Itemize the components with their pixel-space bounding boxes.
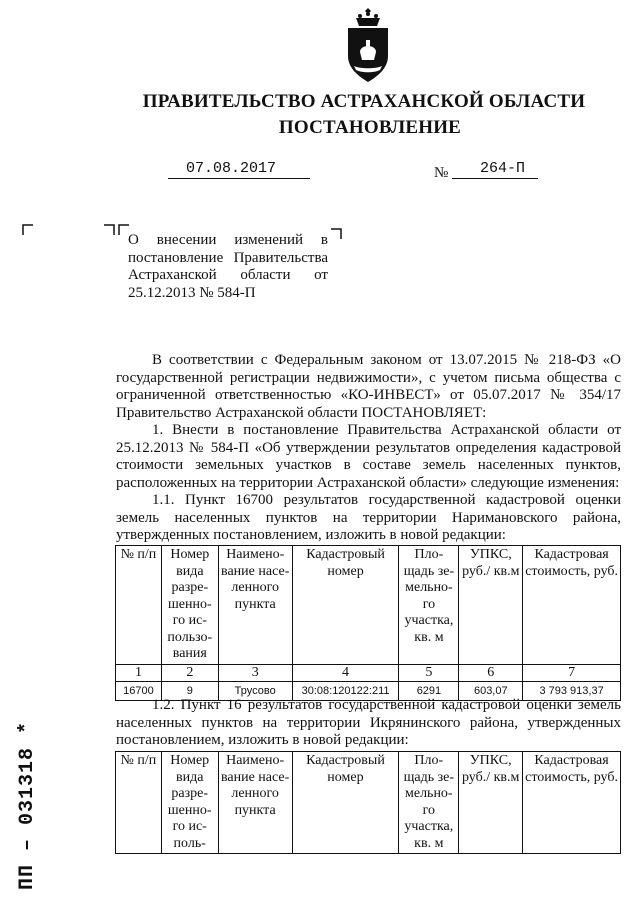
column-number-cell: 2 [161,664,218,681]
column-number-cell: 1 [116,664,162,681]
header-cell: Кадастровая стоимость, руб. [523,752,621,854]
number-underline [452,178,538,179]
corner-mark-subject-right [330,228,342,240]
header-cell: Кадастровый номер [292,546,399,665]
number-label: № [434,165,449,181]
table-cell: 9 [161,681,218,701]
table-cell: 6291 [399,681,459,701]
header-cell: Кадастровая стоимость, руб. [523,546,621,665]
document-number: 264-П [480,160,526,177]
corner-mark-left [22,224,34,236]
header-cell: Наимено-вание насе-ленного пункта [218,752,292,854]
item-1-paragraph: 1. Внести в постановление Правительства Астраханской области от 25.12.2013 № 584-П «Об утверждении результатов определения кадастровой стоимости земельных участков в составе земель населенных пунктов, расположенных на территории Астраханской области» следующие изменения: [116,422,621,491]
preamble-paragraph: В соответствии с Федеральным законом от 13.07.2015 № 218-ФЗ «О государственной регистрации недвижимости», с учетом письма общества с ограниченной ответственностью «КО-ИНВЕСТ» от 05.07.2017 № 354/17 Правительство Астраханской области ПОСТАНОВЛЯЕТ: [116,352,621,421]
header-cell: Номер вида разре-шенно-го ис-пользо-вания [161,546,218,665]
item-1-2-section [116,697,621,750]
header-cell: УПКС, руб./ кв.м [459,752,523,854]
date-underline [168,178,310,179]
item-1-1-paragraph: 1.1. Пункт 16700 результатов государственной кадастровой оценки земель населенных пунктов на территории Наримановского района, утвержденных постановлением, изложить в новой редакции: [116,492,621,543]
header-cell: Пло-щадь зе-мельно-го участка, кв. м [399,546,459,665]
document-date: 07.08.2017 [186,160,277,177]
table-cell: Трусово [218,681,292,701]
column-number-cell: 4 [292,664,399,681]
column-number-cell: 5 [399,664,459,681]
document-body [116,352,621,545]
header-cell: № п/п [116,752,162,854]
header-cell: Наимено-вание насе-ленного пункта [218,546,292,665]
column-number-cell: 7 [523,664,621,681]
registration-stamp [10,690,40,890]
column-number-cell: 6 [459,664,523,681]
header-cell: Кадастровый номер [292,752,399,854]
table-cell: 603,07 [459,681,523,701]
document-type: ПОСТАНОВЛЕНИЕ [278,117,462,138]
table-cell: 16700 [116,681,162,701]
header-cell: Пло-щадь зе-мельно-го участка, кв. м [399,752,459,854]
table-cell: 3 793 913,37 [523,681,621,701]
cadastral-table-2 [115,751,621,854]
coat-of-arms-icon [342,4,394,84]
item-1-2-paragraph: 1.2. Пункт 16 результатов государственной кадастровой оценки земель населенных пунктов на территории Икрянинского района, утвержденных постановлением, изложить в новой редакции: [116,697,621,748]
corner-mark-subject-left-outer [103,224,115,236]
table-header-row [116,752,621,854]
header-cell: № п/п [116,546,162,665]
table-cell: 30:08:120122:211 [292,681,399,701]
header-cell: УПКС, руб./ кв.м [459,546,523,665]
column-number-row [116,664,621,681]
cadastral-table-1 [115,545,621,701]
header-cell: Номер вида разре-шенно-го ис-поль- [161,752,218,854]
column-number-cell: 3 [218,664,292,681]
table-header-row [116,546,621,665]
document-subject: О внесении изменений в постановление Правительства Астраханской области от 25.12.2013 № 584-П [128,232,328,301]
stamp-text: ПП – 031318 * [16,720,39,890]
government-title: ПРАВИТЕЛЬСТВО АСТРАХАНСКОЙ ОБЛАСТИ [142,91,586,112]
